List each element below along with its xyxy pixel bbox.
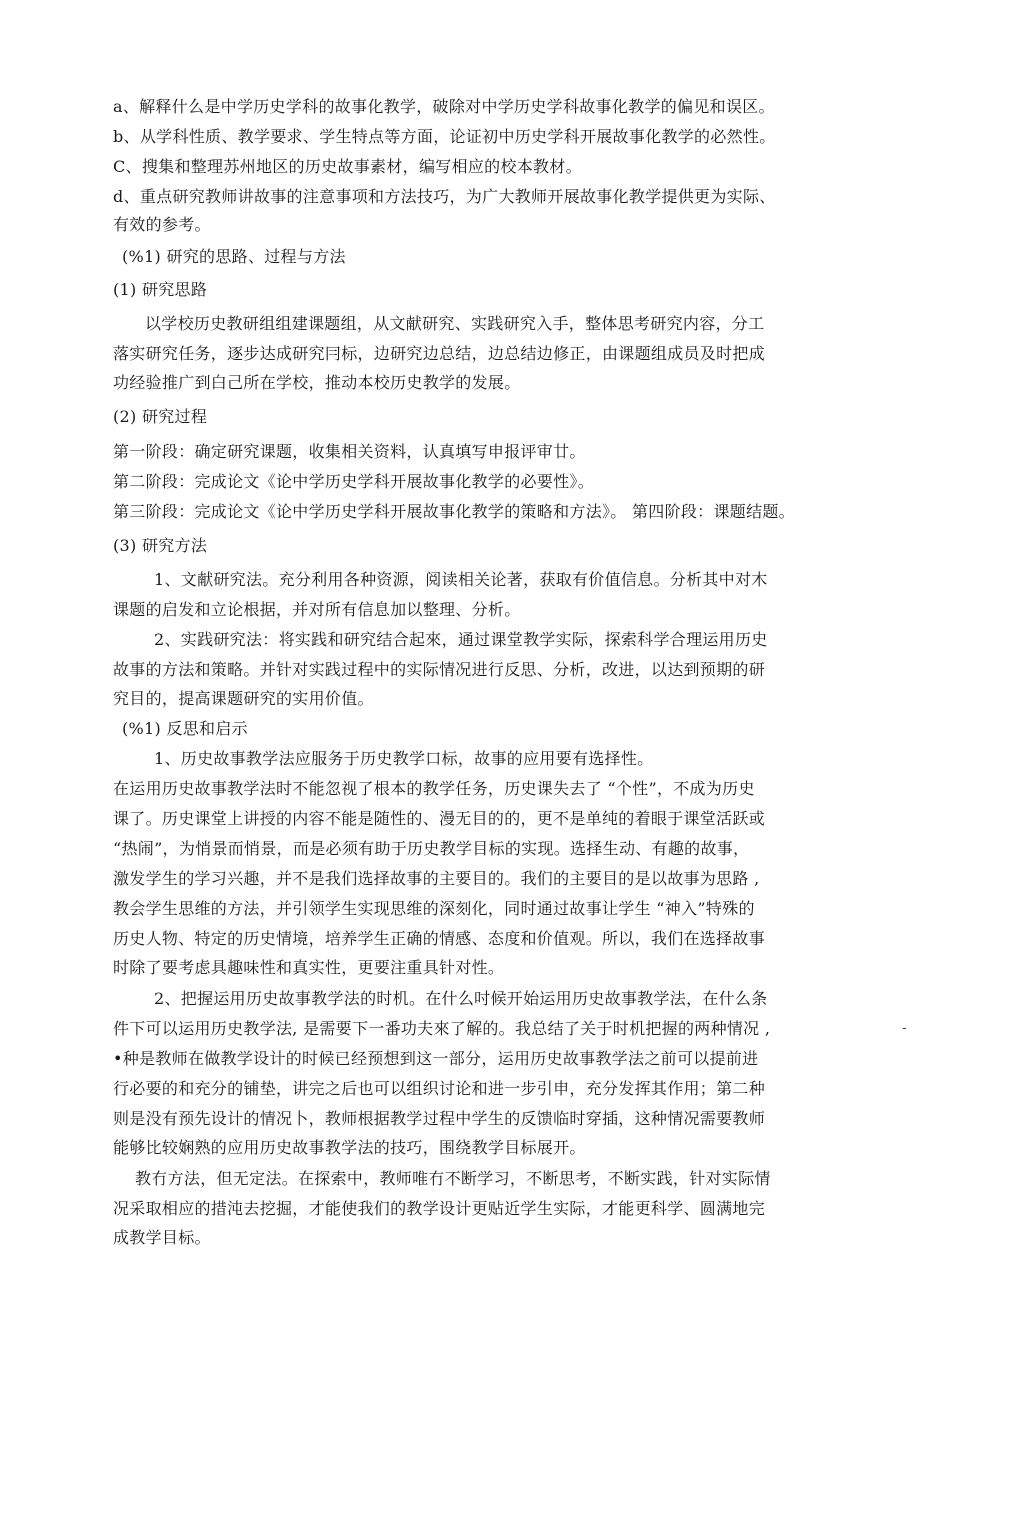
method-2-line-3: 究目的，提高课题研究的实用价值。 [113,689,374,708]
reflection-line: 在运用历史故事教学法时不能忽视了根本的教学任务，历史课失去了 “个性”，不成为历史 [113,779,755,798]
method-1-line-2: 课题的启发和立论根据，并对所有信息加以整理、分析。 [113,600,521,619]
thinking-line-2: 落实研究任务，逐步达成研究冃标，边研究边总结，边总结边修正，由课题组成员及时把成 [113,344,766,363]
reflection-line: 历史人物、特定的历史情境，培养学生正确的情感、态度和价值观。所以，我们在选择故事 [113,929,766,948]
reflection-line: 则是没有预先设计的情况卜，教师根据教学过程中学生的反馈临时穿插，这种情况需要教师 [113,1109,766,1128]
conclusion-line-3: 成教学目标。 [113,1228,211,1247]
method-2-line-1: 2、实践研究法：将实践和研究结合起來，通过课堂教学实际，探索科学合理运用历史 [154,630,768,649]
reflection-line: 能够比较娴熟的应用历史故事教学法的技巧，围绕教学目标展开。 [113,1138,586,1157]
sub-heading-thinking: (1) 研究思路 [113,280,208,299]
reflection-line: 课了。历史课堂上讲授的内容不能是随性的、漫无目的的，更不是单纯的着眼于课堂活跃或 [113,809,766,828]
objective-c: C、搜集和整理苏州地区的历史故事素材，编写相应的校本教材。 [113,157,582,176]
reflection-line: 教会学生思维的方法，并引领学生实现思维的深刻化，同时通过故事让学生 “神入”特殊的 [113,899,755,918]
reflection-line: •种是教师在做教学设计的时候已经预想到这一部分，运用历史故事教学法之前可以提前进 [113,1049,759,1068]
objective-d-continued: 有效的参考。 [113,215,211,234]
thinking-line-3: 功经验推广到白己所在学校，推动本校历史教学的发展。 [113,373,521,392]
sub-heading-process: (2) 研究过程 [113,407,208,426]
margin-mark: - [902,1020,907,1036]
process-stage-1: 第一阶段：确定研究课题，收集相关资料，认真填写申报评审廿。 [113,442,586,461]
objective-a: a、解释什么是中学历史学科的故事化教学，破除对中学历史学科故事化教学的偏见和误区。 [113,97,775,116]
thinking-line-1: 以学校历史教研组组建课题组，从文献研究、实践研究入手，整体思考研究内容，分工 [145,314,765,333]
sub-heading-methods: (3) 研究方法 [113,536,208,555]
reflection-line: 件下可以运用历史教学法, 是需要下一番功夫來了解的。我总结了关于时机把握的两种情况 , [113,1019,771,1038]
reflection-point-1: 1、历史故事教学法应服务于历史教学口标，故事的应用要有选择性。 [154,749,654,768]
section-reflection-heading: (%1) 反思和启示 [122,719,248,738]
reflection-line: 行必要的和充分的铺垫，讲完之后也可以组织讨论和进一步引申，充分发挥其作用；第二种 [113,1079,766,1098]
objective-b: b、从学科性质、教学要求、学生特点等方面，论证初中历史学科开展故事化教学的必然性。 [113,127,776,146]
method-1-line-1: 1、文献研究法。充分利用各种资源，阅读相关论著，获取有价值信息。分析其中对木 [154,570,768,589]
reflection-line: “热闹”，为悄景而悄景，而是必须有助于历史教学目标的实现。选择生动、有趣的故事， [113,839,750,858]
reflection-line: 激发学生的学习兴趣，并不是我们选择故事的主要目的。我们的主要目的是以故事为思路 , [113,869,760,888]
conclusion-line-1: 教冇方法，但无定法。在探索中，教师唯冇不断学习，不断思考，不断实践，针对实际情 [135,1169,771,1188]
method-2-line-2: 故事的方法和策略。并针对实践过程中的实际情况进行反思、分析，改进，以达到预期的研 [113,660,766,679]
process-stage-3-4: 第三阶段：完成论文《论中学历史学科开展故事化教学的策略和方法》。 第四阶段：课题结题。 [113,502,795,521]
reflection-line: 时除了要考虑具趣味性和真实性，更要注重具针对性。 [113,958,505,977]
conclusion-line-2: 况采取相应的措沌去挖掘，才能使我们的教学设计更贴近学生实际，才能更科学、圆满地完 [113,1199,766,1218]
reflection-point-2: 2、把握运用历史故事教学法的时机。在什么吋候开始运用历史故事教学法，在什么条 [154,989,768,1008]
section-methods-heading: (%1) 研究的思路、过程与方法 [122,247,346,266]
objective-d: d、重点研究教师讲故事的注意事项和方法技巧，为广大教师开展故事化教学提供更为实际、 [113,187,776,206]
process-stage-2: 第二阶段：完成论文《论中学历史学科开展故事化教学的必要性》。 [113,472,595,491]
